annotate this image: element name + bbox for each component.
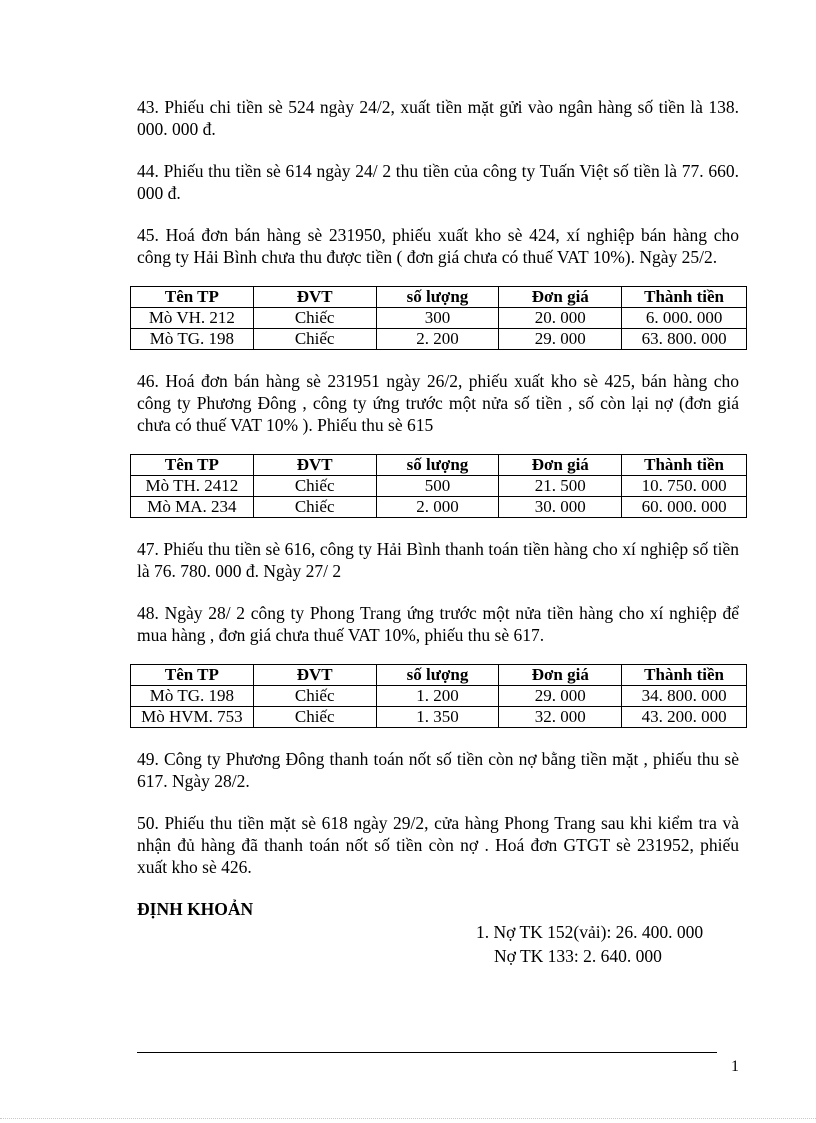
column-header: Thành tiền (622, 287, 747, 308)
table-cell: 1. 350 (376, 707, 499, 728)
column-header: số lượng (376, 455, 499, 476)
table-cell: 43. 200. 000 (622, 707, 747, 728)
column-header: Tên TP (131, 455, 254, 476)
table-cell: 60. 000. 000 (622, 497, 747, 518)
table-cell: 500 (376, 476, 499, 497)
table-cell: 21. 500 (499, 476, 622, 497)
entry-line-1: 1. Nợ TK 152(vải): 26. 400. 000 (476, 922, 704, 942)
table-cell: Chiếc (253, 308, 376, 329)
footer-divider (137, 1052, 717, 1053)
table-header-row (131, 287, 747, 308)
column-header: Đơn giá (499, 287, 622, 308)
column-header: ĐVT (253, 287, 376, 308)
column-header: Thành tiền (622, 665, 747, 686)
table-cell: 300 (376, 308, 499, 329)
table-cell: 63. 800. 000 (622, 329, 747, 350)
table-cell: Mò MA. 234 (131, 497, 254, 518)
column-header: Đơn giá (499, 455, 622, 476)
page-number: 1 (731, 1058, 739, 1075)
table-cell: Chiếc (253, 329, 376, 350)
table-cell: 1. 200 (376, 686, 499, 707)
table-row (131, 707, 747, 728)
column-header: ĐVT (253, 455, 376, 476)
paragraph-47: 47. Phiếu thu tiền sè 616, công ty Hải Bình thanh toán tiền hàng cho xí nghiệp số tiền là 76. 780. 000 đ. Ngày 27/ 2 (137, 539, 739, 581)
table-cell: 2. 200 (376, 329, 499, 350)
paragraph-49: 49. Công ty Phương Đông thanh toán nốt số tiền còn nợ bằng tiền mặt , phiếu thu sè 617. Ngày 28/2. (137, 749, 739, 791)
table-cell: 2. 000 (376, 497, 499, 518)
table-cell: Mò TH. 2412 (131, 476, 254, 497)
table-cell: 29. 000 (499, 686, 622, 707)
table-cell: 30. 000 (499, 497, 622, 518)
paragraph-45: 45. Hoá đơn bán hàng sè 231950, phiếu xuất kho sè 424, xí nghiệp bán hàng cho công ty Hải Bình chưa thu được tiền ( đơn giá chưa có thuế VAT 10%). Ngày 25/2. (137, 225, 739, 267)
table-cell: 32. 000 (499, 707, 622, 728)
table-row (131, 476, 747, 497)
table-cell: Chiếc (253, 707, 376, 728)
column-header: Đơn giá (499, 665, 622, 686)
table-cell: 10. 750. 000 (622, 476, 747, 497)
table-row (131, 686, 747, 707)
document-page (137, 96, 739, 968)
table-header-row (131, 665, 747, 686)
items-table-48 (130, 664, 747, 728)
entry-line-2: Nợ TK 133: 2. 640. 000 (494, 946, 662, 966)
column-header: Thành tiền (622, 455, 747, 476)
items-table-45 (130, 286, 747, 350)
table-row (131, 497, 747, 518)
paragraph-44: 44. Phiếu thu tiền sè 614 ngày 24/ 2 thu tiền của công ty Tuấn Việt số tiền là 77. 660. 000 đ. (137, 161, 739, 203)
table-cell: 29. 000 (499, 329, 622, 350)
paragraph-46: 46. Hoá đơn bán hàng sè 231951 ngày 26/2, phiếu xuất kho sè 425, bán hàng cho công ty Phương Đông , công ty ứng trước một nửa số tiền , số còn lại nợ (đơn giá chưa có thuế VAT 10% ). Phiếu thu sè 615 (137, 371, 739, 435)
section-heading: ĐỊNH KHOẢN (137, 899, 254, 919)
table-cell: 34. 800. 000 (622, 686, 747, 707)
column-header: ĐVT (253, 665, 376, 686)
table-cell: Mò VH. 212 (131, 308, 254, 329)
column-header: số lượng (376, 287, 499, 308)
table-cell: Chiếc (253, 497, 376, 518)
table-row (131, 329, 747, 350)
table-cell: Mò HVM. 753 (131, 707, 254, 728)
paragraph-43: 43. Phiếu chi tiền sè 524 ngày 24/2, xuất tiền mặt gửi vào ngân hàng số tiền là 138. 000. 000 đ. (137, 97, 739, 139)
table-cell: Mò TG. 198 (131, 686, 254, 707)
table-cell: 20. 000 (499, 308, 622, 329)
items-table-46 (130, 454, 747, 518)
table-row (131, 308, 747, 329)
paragraph-48: 48. Ngày 28/ 2 công ty Phong Trang ứng trước một nửa tiền hàng cho xí nghiệp để mua hàng , đơn giá chưa thuế VAT 10%, phiếu thu sè 617. (137, 603, 739, 645)
column-header: Tên TP (131, 287, 254, 308)
table-cell: 6. 000. 000 (622, 308, 747, 329)
table-cell: Chiếc (253, 476, 376, 497)
table-cell: Mò TG. 198 (131, 329, 254, 350)
column-header: số lượng (376, 665, 499, 686)
table-header-row (131, 455, 747, 476)
journal-entry (476, 920, 739, 968)
paragraph-50: 50. Phiếu thu tiền mặt sè 618 ngày 29/2, cửa hàng Phong Trang sau khi kiểm tra và nhận đủ hàng đã thanh toán nốt số tiền còn nợ . Hoá đơn GTGT sè 231952, phiếu xuất kho sè 426. (137, 813, 739, 877)
table-cell: Chiếc (253, 686, 376, 707)
column-header: Tên TP (131, 665, 254, 686)
page-bottom-edge (0, 1118, 816, 1119)
